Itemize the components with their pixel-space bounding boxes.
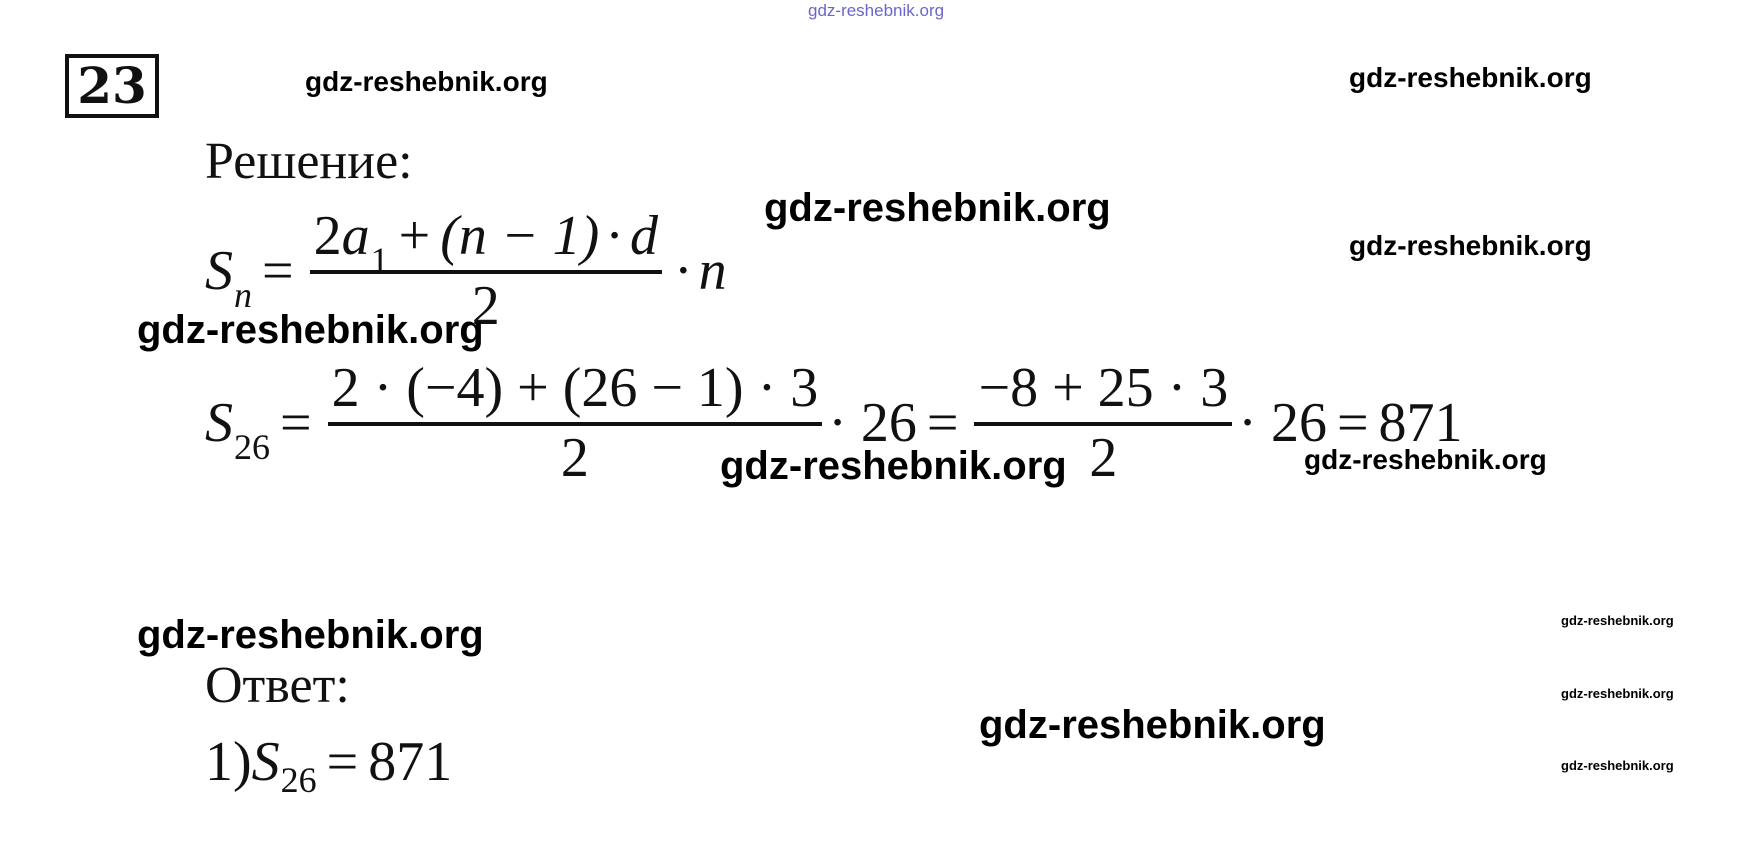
watermark: gdz-reshebnik.org <box>1561 758 1674 773</box>
watermark: gdz-reshebnik.org <box>1304 444 1547 475</box>
watermark: gdz-reshebnik.org <box>1561 686 1674 701</box>
problem-number: 23 <box>77 56 147 115</box>
answer-prefix: 1) <box>205 731 252 793</box>
watermark: gdz-reshebnik.org <box>137 308 484 352</box>
formula-general-denominator: 2 <box>471 275 500 337</box>
watermark: gdz-reshebnik.org <box>720 444 1067 488</box>
watermark: gdz-reshebnik.org <box>137 613 484 657</box>
formula-calc-fraction-1-numerator: 2 · (−4) + (26 − 1) · 3 <box>331 357 819 419</box>
answer-value: 871 <box>368 731 453 793</box>
formula-general-eq: = <box>262 240 294 302</box>
answer-heading: Ответ: <box>205 657 350 714</box>
formula-calc-eq3: = <box>1336 392 1369 454</box>
formula-calc-fraction-2-numerator: −8 + 25 · 3 <box>978 357 1229 419</box>
formula-general-tail-dot: · <box>673 240 693 302</box>
formula-calc-result: 871 <box>1378 392 1463 454</box>
solution-heading: Решение: <box>205 133 413 190</box>
formula-general-lhs: $S_n$ <box>205 240 252 315</box>
formula-general-tail-n: n <box>698 240 727 302</box>
formula-calc-fraction-1-denominator: 2 <box>560 427 589 489</box>
watermark: gdz-reshebnik.org <box>1349 230 1592 261</box>
formula-calc-eq2: = <box>926 392 959 454</box>
watermark: gdz-reshebnik.org <box>1561 613 1674 628</box>
watermark: gdz-reshebnik.org <box>1349 62 1592 93</box>
watermark: gdz-reshebnik.org <box>979 703 1326 747</box>
answer-var: S <box>251 731 280 793</box>
formula-calc-fraction-2-denominator: 2 <box>1089 427 1118 489</box>
answer-sub: 26 <box>280 760 317 800</box>
answer-line <box>205 731 453 800</box>
formula-general-numerator: 2 a 1 + (n − 1) · d <box>313 205 658 280</box>
watermark: gdz-reshebnik.org <box>305 66 548 97</box>
watermark: gdz-reshebnik.org <box>764 186 1111 230</box>
formula-calc-mult-2: · 26 <box>1238 392 1327 454</box>
problem-number-box <box>65 54 159 118</box>
answer-eq: = <box>326 731 359 793</box>
formula-calc-mult-1: · 26 <box>828 392 917 454</box>
top-watermark-link[interactable]: gdz-reshebnik.org <box>808 1 945 20</box>
formula-calc-eq1: = <box>280 392 312 454</box>
formula-calc-lhs: $S_{26}$ <box>205 392 270 467</box>
